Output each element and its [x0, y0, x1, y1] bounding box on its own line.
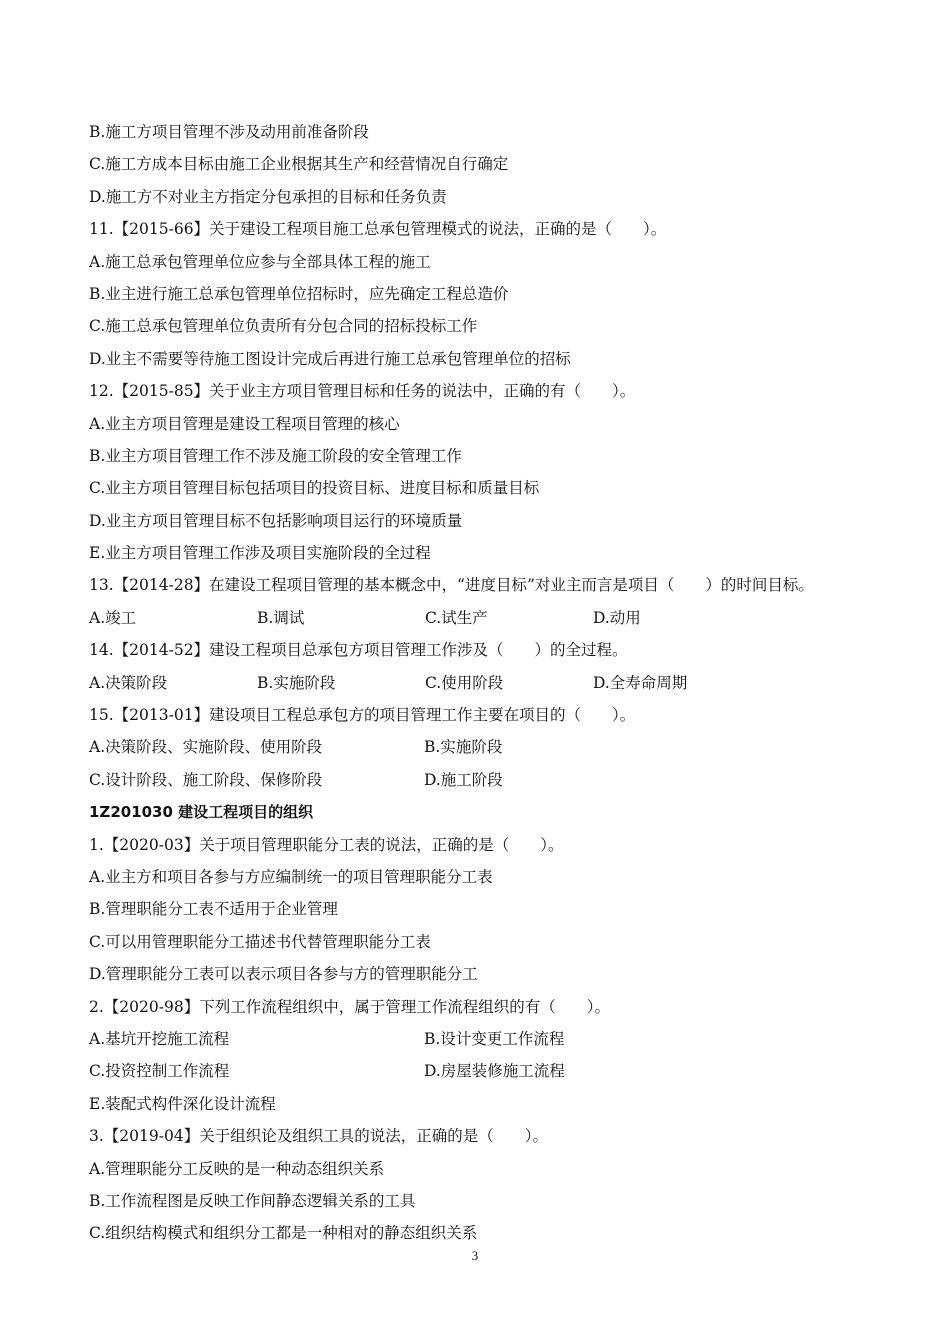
question-13: 13.【2014-28】在建设工程项目管理的基本概念中，“进度目标”对业主而言是项目（ ）的时间目标。 [89, 576, 814, 595]
question-15-options-row-1 [89, 731, 889, 763]
option-line: D.管理职能分工表可以表示项目各参与方的管理职能分工 [89, 965, 478, 984]
section-question-2: 2.【2020-98】下列工作流程组织中，属于管理工作流程组织的有（ ）。 [89, 997, 610, 1016]
question-14: 14.【2014-52】建设工程项目总承包方项目管理工作涉及（ ）的全过程。 [89, 641, 628, 660]
option-line: A.业主方项目管理是建设工程项目管理的核心 [89, 414, 400, 433]
option-line: E.装配式构件深化设计流程 [89, 1094, 276, 1113]
section-question-2-options-row-1 [89, 1023, 889, 1055]
option: A.决策阶段、实施阶段、使用阶段 [89, 738, 323, 757]
option: D.施工阶段 [424, 770, 503, 789]
option-line: B.业主进行施工总承包管理单位招标时，应先确定工程总造价 [89, 284, 509, 303]
option-line: A.业主方和项目各参与方应编制统一的项目管理职能分工表 [89, 867, 493, 886]
section-question-3: 3.【2019-04】关于组织论及组织工具的说法，正确的是（ ）。 [89, 1127, 548, 1146]
option: A.竣工 [89, 608, 137, 627]
question-15-options-row-2 [89, 764, 889, 796]
option-line: C.组织结构模式和组织分工都是一种相对的静态组织关系 [89, 1224, 478, 1243]
section-heading: 1Z201030 建设工程项目的组织 [89, 803, 314, 822]
option-line: B.施工方项目管理不涉及动用前准备阶段 [89, 123, 369, 141]
question-11: 11.【2015-66】关于建设工程项目施工总承包管理模式的说法，正确的是（ ）。 [89, 220, 667, 239]
option: B.设计变更工作流程 [424, 1029, 565, 1048]
option: A.决策阶段 [89, 673, 168, 692]
option-line: D.施工方不对业主方指定分包承担的目标和任务负责 [89, 187, 447, 206]
option-line: E.业主方项目管理工作涉及项目实施阶段的全过程 [89, 544, 431, 563]
option-line: A.施工总承包管理单位应参与全部具体工程的施工 [89, 252, 431, 271]
option: D.动用 [593, 608, 641, 627]
option-line: B.业主方项目管理工作不涉及施工阶段的安全管理工作 [89, 446, 462, 465]
question-15: 15.【2013-01】建设项目工程总承包方的项目管理工作主要在项目的（ ）。 [89, 706, 636, 725]
option: D.房屋装修施工流程 [424, 1062, 565, 1081]
option: D.全寿命周期 [593, 673, 688, 692]
option: B.实施阶段 [424, 738, 503, 757]
option: C.设计阶段、施工阶段、保修阶段 [89, 770, 323, 789]
question-14-options [89, 667, 889, 699]
option-line: C.可以用管理职能分工描述书代替管理职能分工表 [89, 932, 431, 951]
option-line: B.工作流程图是反映工作间静态逻辑关系的工具 [89, 1191, 416, 1210]
page-number: 3 [471, 1248, 479, 1263]
option: C.投资控制工作流程 [89, 1062, 230, 1081]
page-content [89, 116, 889, 1250]
option-line: C.施工总承包管理单位负责所有分包合同的招标投标工作 [89, 317, 478, 336]
question-13-options [89, 602, 889, 634]
option-line: B.管理职能分工表不适用于企业管理 [89, 900, 338, 919]
option: C.使用阶段 [425, 673, 504, 692]
option-line: D.业主不需要等待施工图设计完成后再进行施工总承包管理单位的招标 [89, 349, 571, 368]
option-line: D.业主方项目管理目标不包括影响项目运行的环境质量 [89, 511, 463, 530]
section-question-1: 1.【2020-03】关于项目管理职能分工表的说法，正确的是（ ）。 [89, 835, 564, 854]
option: B.调试 [257, 608, 305, 627]
option-line: C.业主方项目管理目标包括项目的投资目标、进度目标和质量目标 [89, 479, 540, 498]
option: B.实施阶段 [257, 673, 336, 692]
option: C.试生产 [425, 608, 488, 627]
option: A.基坑开挖施工流程 [89, 1029, 230, 1048]
section-question-2-options-row-2 [89, 1055, 889, 1087]
option-line: C.施工方成本目标由施工企业根据其生产和经营情况自行确定 [89, 155, 509, 174]
option-line: A.管理职能分工反映的是一种动态组织关系 [89, 1159, 385, 1178]
question-12: 12.【2015-85】关于业主方项目管理目标和任务的说法中，正确的有（ ）。 [89, 382, 636, 401]
